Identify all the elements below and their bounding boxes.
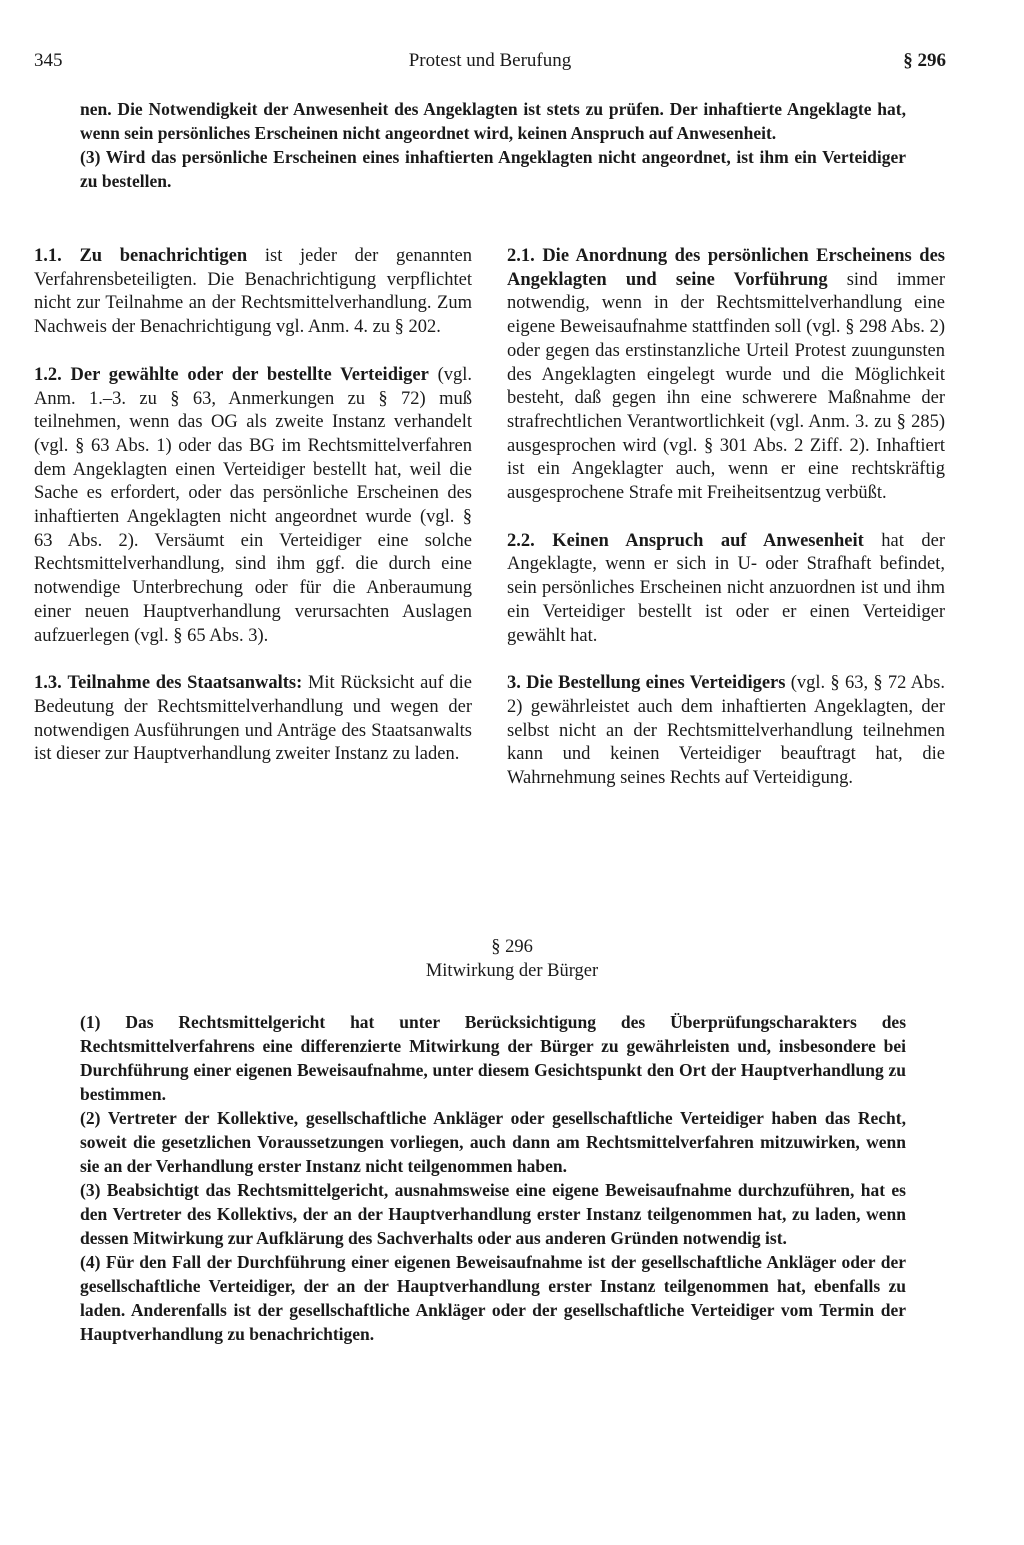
section-title: Mitwirkung der Bürger [425,961,599,981]
annotation-text: (vgl. Anm. 1.–3. zu § 63, Anmerkungen zu § 72) muß teilnehmen, wenn das OG als zweite Instanz verhandelt (vgl. § 63 Abs. 1) oder das BG im Rechtsmittelverfahren dem Angeklagten einen Verteidiger bestellt hat, weil die Sache es erfordert, oder das persönliche Erscheinen des inhaftierten Angeklagten nicht angeordnet wurde (vgl. § 63 Abs. 2). Versäumt ein Verteidiger eine solche Rechtsmittelverhandlung, sind ihm ggf. die durch eine notwendige Unterbrechung oder für die Anberaumung einer neuen Hauptverhandlung verursachten Auslagen aufzuerlegen (vgl. § 65 Abs. 3). [34,364,472,646]
annotation-1-3 [34,672,472,767]
annotation-lead: Zu benachrichtigen [79,246,248,266]
annotation-2-1 [507,245,945,506]
law-paragraph: (1) Das Rechtsmittelgericht hat unter Berücksichtigung des Überprüfungscharakters des Rechtsmittelverfahrens eine differenzierte Mitwirkung der Bürger zu gewährleisten und, insbesondere bei Durchführung einer eigenen Beweisaufnahme, unter diesem Gesichtspunkt den Ort der Hauptverhandlung zu bestimmen. [80,1012,906,1104]
annotation-lead: Teilnahme des Staatsanwalts: [67,673,303,694]
annotation-2-2 [507,530,945,649]
law-paragraph: (4) Für den Fall der Durchführung einer eigenen Beweisaufnahme ist der gesellschaftliche Ankläger oder der gesellschaftliche Verteidiger, der an der Hauptverhandlung erster Instanz teilgenommen hat, ebenfalls zu laden. Anderenfalls ist der gesellschaftliche Ankläger oder der gesellschaftliche Verteidiger vom Termin der Hauptverhandlung zu benachrichtigen. [80,1252,906,1344]
annotation-number: 1.1. [34,246,62,266]
annotation-3 [507,672,945,791]
annotation-number: 1.2. [34,364,62,385]
page-header [34,50,946,78]
page-number: 345 [34,50,63,71]
section-heading [0,935,1024,983]
annotation-number: 2.2. [507,530,535,551]
section-296-text [80,1010,906,1346]
annotation-1-2 [34,364,472,648]
annotation-text: Mit Rücksicht auf die Bedeutung der Rechtsmittelverhandlung und wegen der notwendigen Ausführungen und Anträge des Staatsanwalts ist dieser zur Hauptverhandlung zweiter Instanz zu laden. [34,673,473,765]
law-paragraph: (2) Vertreter der Kollektive, gesellschaftliche Ankläger oder gesellschaftliche Verteidiger haben das Recht, soweit die gesetzlichen Voraussetzungen vorliegen, auch dann am Rechtsmittelverfahren mitzuwirken, wenn sie an der Verhandlung erster Instanz nicht teilgenommen haben. [80,1108,906,1176]
running-title: Protest und Berufung [408,50,572,71]
law-text-continued [80,97,906,193]
annotation-1-1 [34,245,472,340]
annotations-right-column [507,245,945,815]
annotation-number: 1.3. [34,673,62,694]
annotation-text: (vgl. § 63, § 72 Abs. 2) gewährleistet auch dem inhaftierten Angeklagten, der selbst nicht an der Rechtsmittelverhandlung teilnehmen kann und keinen Verteidiger beauftragt hat, die Wahrnehmung seines Rechts auf Verteidigung. [507,673,946,789]
annotation-text: sind immer notwendig, wenn in der Rechtsmittelverhandlung eine eigene Beweisaufnahme stattfinden soll (vgl. § 298 Abs. 2) oder gegen das erstinstanzliche Urteil Protest zuungunsten des Angeklagten eingelegt wurde und die Möglichkeit besteht, daß gegen ihn eine schwerere Maßnahme der strafrechtlichen Verantwortlichkeit (vgl. Anm. 3. zu § 285) ausgesprochen wird (vgl. § 301 Abs. 2 Ziff. 2). Inhaftiert ist ein Angeklagter auch, wenn er eine rechtskräftig ausgesprochene Strafe mit Freiheitsentzug verbüßt. [507,269,945,504]
annotation-number: 2.1. [507,246,535,266]
annotations-left-column [34,245,472,791]
law-paragraph: (3) Wird das persönliche Erscheinen eines inhaftierten Angeklagten nicht angeordnet, ist ihm ein Verteidiger zu bestellen. [80,147,906,191]
annotation-lead: Die Anordnung des persönlichen Erscheinens des Angeklagten und seine Vorführung [507,246,945,290]
annotation-lead: Keinen Anspruch auf Anwesenheit [552,530,864,551]
annotation-text: ist jeder der genannten Verfahrensbeteiligten. Die Benachrichtigung verpflichtet nicht zur Teilnahme an der Rechtsmittelverhandlung. Zum Nachweis der Benachrichtigung vgl. Anm. 4. zu § 202. [34,246,472,338]
law-paragraph: nen. Die Notwendigkeit der Anwesenheit des Angeklagten ist stets zu prüfen. Der inhaftierte Angeklagte hat, wenn sein persönliches Erscheinen nicht angeordnet wird, keinen Anspruch auf Anwesenheit. [80,99,906,143]
annotation-number: 3. [507,673,521,694]
annotation-lead: Der gewählte oder der bestellte Verteidiger [70,364,429,385]
annotation-text: hat der Angeklagte, wenn er sich in U- oder Strafhaft befindet, sein persönliches Erscheinen nicht anzuordnen ist und ihm ein Verteidiger bestellt ist oder er einen Verteidiger gewählt hat. [507,530,945,646]
annotation-lead: Die Bestellung eines Verteidigers [526,673,786,694]
section-number: § 296 [491,937,533,957]
law-paragraph: (3) Beabsichtigt das Rechtsmittelgericht, ausnahmsweise eine eigene Beweisaufnahme durchzuführen, hat es den Vertreter des Kollektivs, der an der Hauptverhandlung erster Instanz teilgenommen hat, zu laden, wenn dessen Mitwirkung zur Aufklärung des Sachverhalts oder aus anderen Gründen notwendig ist. [80,1180,906,1248]
running-section: § 296 [903,50,946,71]
